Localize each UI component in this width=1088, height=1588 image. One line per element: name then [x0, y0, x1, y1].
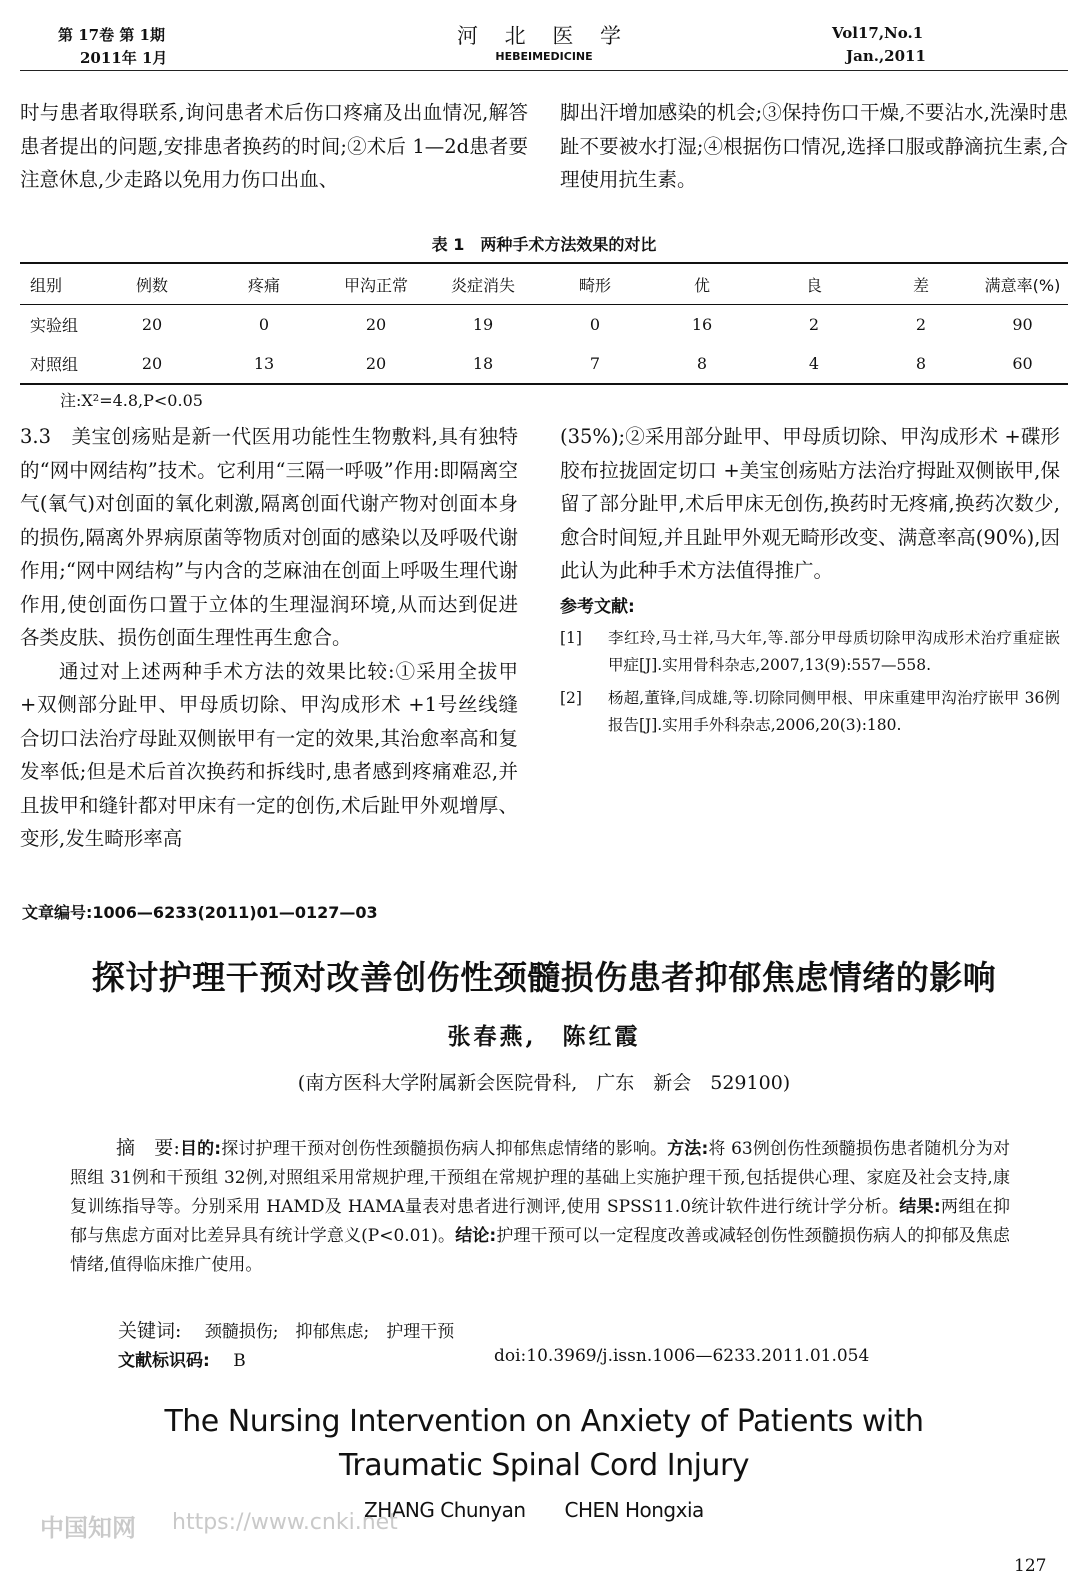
top-right-paragraph: 脚出汗增加感染的机会;③保持伤口干燥,不要沾水,洗澡时患趾不要被水打湿;④根据伤口情况,选择口服或静滴抗生素,合理使用抗生素。 [560, 101, 1068, 191]
reference-number: [1] [560, 628, 582, 647]
table-title: 表 1 两种手术方法效果的对比 [431, 235, 657, 254]
comparison-paragraph: 通过对上述两种手术方法的效果比较:①采用全拔甲 +双侧部分趾甲、甲母质切除、甲沟成形术 +1号丝线缝合切口法治疗母趾双侧嵌甲有一定的效果,其治愈率高和复发率低;但是术后首次换药和拆线时,患者感到疼痛难忍,并且拔甲和缝针都对甲床有一定的创伤,术后趾甲外观增厚、变形,发生畸形率高 [20, 659, 518, 850]
table-header-cell: 组别 [30, 275, 63, 295]
table-cell: 0 [258, 315, 270, 334]
cnki-url-watermark: https://www.cnki.net [172, 1510, 398, 1535]
abstract-method: 将 63例创伤性颈髓损伤患者随机分为对照组 31例和干预组 32例,对照组采用常规护理,干预组在常规护理的基础上实施护理干预,包括提供心理、家庭及社会支持,康复训练指导等。分别采用 HAMD及 HAMA量表对患者进行测评,使用 SPSS11.0统计软件进行统计学分析。 [70, 1139, 1010, 1217]
table-header-cell: 炎症消失 [450, 275, 515, 295]
abstract-block [70, 1134, 1010, 1280]
top-left-paragraph: 时与患者取得联系,询问患者术后伤口疼痛及出血情况,解答患者提出的问题,安排患者换药的时间;②术后 1—2d患者要注意休息,少走路以免用力伤口出血、 [20, 101, 528, 191]
table-header-cell: 满意率(%) [984, 275, 1061, 295]
header-rule [20, 70, 1068, 71]
references-heading: 参考文献: [560, 596, 635, 617]
table-header-cell: 疼痛 [247, 275, 280, 295]
reference-text: 李红玲,马士祥,马大年,等.部分甲母质切除甲沟成形术治疗重症嵌甲症[J].实用骨科杂志,2007,13(9):557—558. [608, 628, 1060, 674]
reference-item [560, 625, 1060, 679]
english-title-line2: Traumatic Spinal Cord Injury [338, 1448, 750, 1483]
header-vol-en: Vol17,No.1 [832, 24, 924, 42]
results-table [20, 262, 1068, 385]
abstract-result: 两组在抑郁与焦虑方面对比差异具有统计学意义(P<0.01)。 [70, 1197, 1011, 1246]
doi: doi:10.3969/j.issn.1006—6233.2011.01.054 [494, 1346, 870, 1366]
cnki-logo-watermark: 中国知网 [40, 1514, 136, 1542]
table-cell: 18 [472, 354, 494, 373]
table-cell: 60 [1012, 354, 1033, 373]
table-cell: 0 [589, 315, 601, 334]
table-header-cell: 甲沟正常 [343, 275, 408, 295]
table-header-cell: 例数 [135, 275, 168, 295]
table-header-row [20, 263, 1068, 305]
header-journal-name-en: HEBEIMEDICINE [495, 50, 593, 63]
abstract-method-label: 方法: [667, 1139, 709, 1159]
table-header-cell: 畸形 [578, 275, 611, 295]
article-title-cn: 探讨护理干预对改善创伤性颈髓损伤患者抑郁焦虑情绪的影响 [91, 958, 997, 997]
table-cell: 20 [141, 354, 163, 373]
header-date: 2011年 1月 [80, 49, 168, 67]
table-cell: 7 [589, 354, 601, 373]
abstract-conclusion: 护理干预可以一定程度改善或减轻创伤性颈髓损伤病人的抑郁及焦虑情绪,值得临床推广使用。 [70, 1226, 1010, 1275]
table-cell: 4 [808, 354, 820, 373]
abstract-conclusion-label: 结论: [455, 1226, 497, 1246]
keywords-line [118, 1316, 454, 1343]
table-cell: 实验组 [30, 316, 79, 335]
document-code-line [118, 1346, 1018, 1371]
table-cell: 2 [808, 315, 820, 334]
header-date-en: Jan.,2011 [846, 47, 926, 65]
header-volume-issue: 第 17卷 第 1期 [58, 26, 165, 44]
table-cell: 8 [696, 354, 708, 373]
reference-text: 杨超,董锋,闫成雄,等.切除同侧甲根、甲床重建甲沟治疗嵌甲 36例报告[J].实用手外科杂志,2006,20(3):180. [608, 688, 1060, 734]
abstract-purpose-label: 目的: [179, 1139, 222, 1159]
english-title-line1: The Nursing Intervention on Anxiety of Patients with [164, 1404, 924, 1439]
table-cell: 2 [915, 315, 927, 334]
english-authors: ZHANG Chunyan CHEN Hongxia [364, 1498, 704, 1522]
page-number: 127 [1014, 1556, 1047, 1576]
table-cell: 20 [365, 354, 387, 373]
abstract-result-label: 结果: [899, 1197, 941, 1217]
header-journal-name: 河 北 医 学 [456, 24, 632, 48]
abstract-purpose: 探讨护理干预对创伤性颈髓损伤病人抑郁焦虑情绪的影响。 [221, 1139, 668, 1159]
table-row [20, 305, 1068, 345]
table-cell: 19 [472, 315, 494, 334]
doc-code-label: 文献标识码: [118, 1351, 210, 1371]
table-cell: 13 [253, 354, 275, 373]
table-header-cell: 良 [805, 275, 822, 295]
reference-number: [2] [560, 688, 582, 707]
table-cell: 8 [915, 354, 927, 373]
section-3-3-paragraph: 3.3 美宝创疡贴是新一代医用功能性生物敷料,具有独特的“网中网结构”技术。它利用“三隔一呼吸”作用:即隔离空气(氧气)对创面的氧化刺激,隔离创面代谢产物对创面本身的损伤,隔离外界病原菌等物质对创面的感染以及呼吸代谢作用;“网中网结构”与内含的芝麻油在创面上呼吸生理代谢作用,使创面伤口置于立体的生理湿润环境,从而达到促进各类皮肤、损伤创面生理性再生愈合。 [20, 425, 518, 649]
table-cell: 20 [141, 315, 163, 334]
article-affiliation: (南方医科大学附属新会医院骨科, 广东 新会 529100) [297, 1072, 791, 1094]
table-cell: 20 [365, 315, 387, 334]
table-cell: 90 [1012, 315, 1033, 334]
table-cell: 对照组 [30, 355, 79, 374]
table-cell: 16 [691, 315, 713, 334]
abstract-label: 摘 要: [116, 1137, 180, 1159]
keywords: 颈髓损伤; 抑郁焦虑; 护理干预 [204, 1322, 455, 1342]
conclusion-paragraph: (35%);②采用部分趾甲、甲母质切除、甲沟成形术 +碟形胶布拉拢固定切口 +美宝创疡贴方法治疗拇趾双侧嵌甲,保留了部分趾甲,术后甲床无创伤,换药时无疼痛,换药次数少,愈合时间短,并且趾甲外观无畸形改变、满意率高(90%),因此认为此种手术方法值得推广。 [560, 425, 1060, 582]
reference-item [560, 685, 1060, 739]
table-header-cell: 优 [693, 275, 710, 295]
doc-code: B [233, 1351, 246, 1371]
article-authors: 张春燕, 陈红霞 [447, 1023, 641, 1050]
table-header-cell: 差 [912, 275, 929, 295]
keywords-label: 关键词: [118, 1320, 182, 1342]
right-column [560, 420, 1060, 739]
table-row [20, 344, 1068, 384]
table-note: 注:X²=4.8,P<0.05 [60, 391, 203, 410]
left-column [20, 420, 518, 856]
article-id-line: 文章编号:1006—6233(2011)01—0127—03 [22, 903, 378, 922]
